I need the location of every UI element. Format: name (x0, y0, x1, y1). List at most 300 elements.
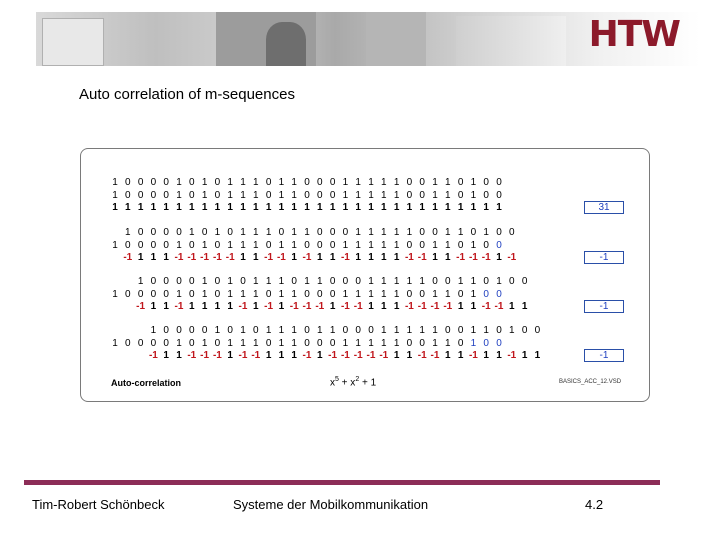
shifted-bit: 1 (368, 239, 374, 251)
prod-bit: -1 (238, 350, 248, 361)
prod-bit: 1 (419, 202, 425, 213)
prod-bit: 1 (445, 350, 451, 361)
prod-bit: 1 (521, 301, 528, 312)
shifted-bit: 1 (432, 337, 438, 349)
prod-bit: 1 (470, 301, 477, 312)
shifted-bit: 0 (304, 337, 310, 349)
shifted-bit: 0 (317, 189, 323, 201)
seq-bit: 1 (381, 227, 387, 238)
prod-bit: 1 (317, 350, 323, 361)
prod-bit: 1 (304, 202, 310, 213)
shifted-bit: 1 (240, 288, 246, 300)
prod-bit: -1 (174, 252, 184, 263)
seq-bit: 1 (470, 276, 477, 287)
shifted-bit: 1 (278, 189, 285, 201)
prod-bit: 1 (137, 202, 144, 213)
seq-bit: 0 (406, 177, 413, 188)
prod-bit: 1 (381, 252, 387, 263)
shifted-bit: 1 (368, 189, 374, 201)
shifted-bit: 0 (150, 189, 157, 201)
shifted-bit: 0 (457, 288, 464, 300)
banner-building-column (366, 12, 426, 66)
seq-bit: 0 (483, 276, 489, 287)
seq-bit: 1 (291, 177, 297, 188)
shifted-bit: 1 (342, 337, 349, 349)
shifted-bit: 0 (163, 189, 169, 201)
shifted-bit: 0 (189, 337, 195, 349)
prod-bit: 1 (432, 202, 438, 213)
seq-bit: 0 (342, 227, 349, 238)
prod-bit: 1 (329, 202, 336, 213)
seq-bit: 0 (278, 227, 285, 238)
seq-bit: 0 (355, 325, 361, 336)
prod-bit: -1 (507, 252, 517, 263)
seq-bit: 0 (201, 227, 208, 238)
prod-bit: 1 (406, 350, 413, 361)
prod-bit: 1 (534, 350, 541, 361)
prod-bit: 1 (445, 252, 451, 263)
seq-bit: 1 (470, 177, 477, 188)
seq-bit: 0 (214, 276, 221, 287)
shifted-bit: 1 (432, 239, 438, 251)
shifted-bit: 1 (432, 189, 438, 201)
prod-bit: -1 (328, 350, 338, 361)
shifted-bit: 0 (329, 189, 336, 201)
shifted-bit: 1 (381, 239, 387, 251)
seq-bit: 1 (381, 325, 387, 336)
shifted-bit: 1 (355, 239, 361, 251)
prod-bit: 1 (176, 202, 182, 213)
seq-bit: 1 (483, 227, 489, 238)
prod-bit: -1 (481, 301, 491, 312)
shifted-bit: 0 (137, 337, 144, 349)
seq-bit: 1 (278, 276, 285, 287)
shifted-bit: 0 (483, 239, 489, 251)
shifted-bit: 0 (406, 239, 413, 251)
shifted-bit: 1 (253, 288, 259, 300)
seq-bit: 1 (304, 276, 310, 287)
seq-bit: 1 (150, 325, 157, 336)
seq-bit: 0 (125, 177, 131, 188)
correlation-result-box: -1 (584, 349, 624, 362)
prod-bit: 1 (457, 350, 464, 361)
seq-bit: 0 (317, 227, 323, 238)
seq-bit: 0 (201, 325, 208, 336)
prod-bit: 1 (163, 252, 169, 263)
seq-bit: 0 (445, 325, 451, 336)
seq-bit: 0 (189, 325, 195, 336)
prod-bit: -1 (481, 252, 491, 263)
seq-bit: 1 (457, 227, 464, 238)
shifted-bit: 1 (176, 189, 182, 201)
seq-bit: 0 (329, 227, 336, 238)
prod-bit: -1 (276, 252, 286, 263)
prod-bit: 1 (150, 252, 157, 263)
seq-bit: 0 (163, 177, 169, 188)
seq-bit: 0 (176, 227, 182, 238)
seq-bit: 1 (483, 325, 489, 336)
prod-bit: -1 (302, 350, 312, 361)
shifted-bit: 0 (137, 189, 144, 201)
seq-bit: 0 (521, 276, 528, 287)
shifted-bit: 0 (163, 337, 169, 349)
seq-bit: 1 (240, 227, 246, 238)
seq-bit: 1 (393, 325, 400, 336)
figure-source-file: BASICS_ACC_12.VSD (559, 379, 622, 385)
shifted-bit: 1 (355, 288, 361, 300)
prod-bit: -1 (456, 252, 466, 263)
prod-bit: 1 (201, 202, 208, 213)
shifted-bit: 0 (150, 239, 157, 251)
prod-bit: 1 (291, 350, 297, 361)
prod-bit: 1 (253, 252, 259, 263)
prod-bit: -1 (148, 350, 158, 361)
seq-bit: 0 (342, 276, 349, 287)
shifted-bit: 0 (265, 337, 272, 349)
prod-bit: -1 (353, 301, 363, 312)
shifted-bit: 1 (227, 239, 233, 251)
prod-bit: 1 (253, 301, 259, 312)
seq-bit: 1 (304, 227, 310, 238)
seq-bit: 0 (470, 227, 477, 238)
shifted-bit: 0 (214, 189, 221, 201)
shifted-bit: 1 (381, 189, 387, 201)
prod-bit: -1 (264, 252, 274, 263)
shifted-bit: 1 (201, 189, 208, 201)
slide-title: Auto correlation of m-sequences (79, 86, 295, 103)
poly-exp-5: 5 (335, 376, 339, 383)
shifted-bit: 1 (291, 337, 297, 349)
autocorrelation-figure (80, 148, 650, 402)
shifted-bit: 0 (304, 189, 310, 201)
seq-bit: 1 (189, 227, 195, 238)
seq-bit: 0 (150, 227, 157, 238)
seq-bit: 0 (150, 276, 157, 287)
banner-building-window (42, 18, 104, 66)
prod-bit: 1 (329, 301, 336, 312)
seq-bit: 1 (406, 325, 413, 336)
prod-bit: 1 (227, 202, 233, 213)
prod-bit: -1 (379, 350, 389, 361)
shifted-bit: 1 (393, 239, 400, 251)
prod-bit: -1 (417, 252, 427, 263)
shifted-bit: 0 (483, 337, 489, 349)
htw-logo: HTW (588, 14, 680, 55)
prod-bit: -1 (340, 301, 350, 312)
prod-bit: 1 (189, 301, 195, 312)
shifted-bit: 1 (253, 189, 259, 201)
prod-bit: -1 (468, 350, 478, 361)
shifted-bit: 0 (150, 337, 157, 349)
seq-bit: 1 (432, 325, 438, 336)
shifted-bit: 1 (291, 189, 297, 201)
seq-bit: 1 (368, 227, 374, 238)
prod-bit: 1 (355, 202, 361, 213)
prod-bit: 1 (521, 350, 528, 361)
prod-bit: 1 (483, 202, 489, 213)
seq-bit: 1 (291, 227, 297, 238)
shifted-bit: 0 (265, 239, 272, 251)
prod-bit: 1 (509, 301, 515, 312)
prod-bit: -1 (238, 301, 248, 312)
prod-bit: -1 (494, 301, 504, 312)
shifted-bit: 1 (227, 337, 233, 349)
correlation-result-box: 31 (584, 201, 624, 214)
shifted-bit: 1 (470, 337, 477, 349)
prod-bit: 1 (496, 350, 502, 361)
prod-bit: 1 (457, 202, 464, 213)
shifted-bit: 0 (406, 288, 413, 300)
footer-divider (24, 480, 660, 485)
seq-bit: 0 (355, 276, 361, 287)
shifted-bit: 0 (189, 189, 195, 201)
shifted-bit: 0 (125, 239, 131, 251)
prod-bit: 1 (291, 252, 297, 263)
prod-bit: 1 (355, 252, 361, 263)
shifted-bit: 1 (291, 239, 297, 251)
prod-bit: -1 (174, 301, 184, 312)
shifted-bit: 1 (278, 288, 285, 300)
seq-bit: 0 (445, 276, 451, 287)
prod-bit: 1 (201, 301, 208, 312)
poly-x: x (330, 377, 335, 389)
shifted-bit: 0 (406, 189, 413, 201)
seq-bit: 1 (445, 177, 451, 188)
prod-bit: 1 (163, 301, 169, 312)
correlation-result-box: -1 (584, 251, 624, 264)
shifted-bit: 0 (189, 288, 195, 300)
prod-bit: 1 (368, 252, 374, 263)
shifted-bit: 1 (368, 288, 374, 300)
seq-bit: 0 (240, 276, 246, 287)
seq-bit: 1 (381, 177, 387, 188)
shifted-bit: 1 (176, 239, 182, 251)
seq-bit: 1 (368, 276, 374, 287)
prod-bit: 1 (393, 202, 400, 213)
prod-bit: 1 (265, 202, 272, 213)
shifted-bit: 1 (112, 189, 118, 201)
seq-bit: 0 (163, 325, 169, 336)
prod-bit: 1 (342, 202, 349, 213)
seq-bit: 1 (393, 177, 400, 188)
prod-bit: 1 (483, 350, 489, 361)
prod-bit: -1 (136, 301, 146, 312)
prod-bit: 1 (278, 350, 285, 361)
seq-bit: 0 (163, 276, 169, 287)
seq-bit: 1 (253, 227, 259, 238)
prod-bit: 1 (163, 202, 169, 213)
shifted-bit: 0 (150, 288, 157, 300)
prod-bit: -1 (212, 252, 222, 263)
footer-course: Systeme der Mobilkommunikation (233, 497, 429, 512)
seq-bit: 1 (419, 276, 425, 287)
seq-bit: 1 (419, 325, 425, 336)
shifted-bit: 0 (483, 288, 489, 300)
prod-bit: 1 (432, 252, 438, 263)
generator-polynomial (330, 376, 376, 388)
prod-bit: 1 (176, 350, 182, 361)
seq-bit: 0 (163, 227, 169, 238)
shifted-bit: 0 (137, 288, 144, 300)
shifted-bit: 1 (240, 337, 246, 349)
seq-bit: 1 (227, 276, 233, 287)
shifted-bit: 0 (125, 189, 131, 201)
seq-bit: 1 (496, 276, 502, 287)
prod-bit: 1 (278, 301, 285, 312)
seq-bit: 1 (457, 276, 464, 287)
prod-bit: -1 (340, 252, 350, 263)
shifted-bit: 1 (342, 189, 349, 201)
seq-bit: 1 (355, 177, 361, 188)
prod-bit: -1 (302, 301, 312, 312)
shifted-bit: 0 (189, 239, 195, 251)
shifted-bit: 1 (445, 239, 451, 251)
shifted-bit: 1 (355, 189, 361, 201)
prod-bit: 1 (189, 202, 195, 213)
shifted-bit: 0 (137, 239, 144, 251)
seq-bit: 0 (137, 227, 144, 238)
seq-bit: 1 (240, 325, 246, 336)
shifted-bit: 0 (304, 239, 310, 251)
poly-plus-x: + x (338, 377, 356, 389)
prod-bit: 1 (381, 202, 387, 213)
seq-bit: 0 (189, 276, 195, 287)
seq-bit: 0 (304, 177, 310, 188)
shifted-bit: 0 (496, 189, 502, 201)
seq-bit: 1 (227, 177, 233, 188)
shifted-bit: 1 (291, 288, 297, 300)
seq-bit: 0 (189, 177, 195, 188)
seq-bit: 1 (125, 227, 131, 238)
prod-bit: 1 (393, 350, 400, 361)
poly-exp-2: 2 (355, 376, 360, 383)
shifted-bit: 1 (381, 288, 387, 300)
seq-bit: 0 (496, 227, 502, 238)
shifted-bit: 0 (496, 239, 502, 251)
seq-bit: 1 (240, 177, 246, 188)
prod-bit: -1 (200, 350, 210, 361)
seq-bit: 1 (214, 227, 221, 238)
figure-caption-label: Auto-correlation (111, 378, 182, 388)
seq-bit: 1 (432, 177, 438, 188)
seq-bit: 0 (457, 325, 464, 336)
prod-bit: 1 (214, 202, 221, 213)
shifted-bit: 0 (265, 288, 272, 300)
shifted-bit: 1 (381, 337, 387, 349)
seq-bit: 1 (291, 325, 297, 336)
shifted-bit: 1 (112, 337, 118, 349)
seq-bit: 0 (534, 325, 541, 336)
seq-bit: 0 (304, 325, 310, 336)
prod-bit: -1 (225, 252, 235, 263)
seq-bit: 0 (176, 276, 182, 287)
correlation-result-box: -1 (584, 300, 624, 313)
seq-bit: 0 (227, 227, 233, 238)
prod-bit: 1 (227, 350, 233, 361)
shifted-bit: 0 (163, 288, 169, 300)
shifted-bit: 0 (265, 189, 272, 201)
seq-bit: 0 (214, 177, 221, 188)
shifted-bit: 0 (317, 337, 323, 349)
seq-bit: 0 (227, 325, 233, 336)
shifted-bit: 0 (496, 337, 502, 349)
seq-bit: 0 (150, 177, 157, 188)
shifted-bit: 1 (227, 189, 233, 201)
shifted-bit: 1 (432, 288, 438, 300)
seq-bit: 0 (419, 177, 425, 188)
seq-bit: 1 (265, 276, 272, 287)
prod-bit: -1 (340, 350, 350, 361)
prod-bit: 1 (137, 252, 144, 263)
prod-bit: 1 (496, 252, 502, 263)
prod-bit: -1 (404, 252, 414, 263)
prod-bit: -1 (212, 350, 222, 361)
prod-bit: 1 (265, 350, 272, 361)
prod-bit: 1 (457, 301, 464, 312)
prod-bit: 1 (470, 202, 477, 213)
seq-bit: 0 (483, 177, 489, 188)
seq-bit: 0 (317, 177, 323, 188)
shifted-bit: 1 (253, 239, 259, 251)
seq-bit: 1 (329, 325, 336, 336)
shifted-bit: 1 (176, 337, 182, 349)
prod-bit: 1 (393, 252, 400, 263)
prod-bit: 1 (445, 202, 451, 213)
shifted-bit: 0 (329, 288, 336, 300)
shifted-bit: 0 (457, 239, 464, 251)
shifted-bit: 0 (317, 288, 323, 300)
prod-bit: 1 (150, 301, 157, 312)
prod-bit: -1 (417, 301, 427, 312)
prod-bit: 1 (406, 202, 413, 213)
seq-bit: 0 (253, 325, 259, 336)
shifted-bit: 0 (419, 337, 425, 349)
prod-bit: 1 (393, 301, 400, 312)
seq-bit: 1 (278, 325, 285, 336)
prod-bit: 1 (163, 350, 169, 361)
prod-bit: 1 (240, 202, 246, 213)
footer-author: Tim-Robert Schönbeck (32, 497, 165, 512)
shifted-bit: 1 (445, 337, 451, 349)
seq-bit: 0 (432, 276, 438, 287)
shifted-bit: 1 (201, 239, 208, 251)
seq-bit: 1 (470, 325, 477, 336)
seq-bit: 1 (112, 177, 118, 188)
shifted-bit: 1 (201, 337, 208, 349)
prod-bit: -1 (404, 301, 414, 312)
shifted-bit: 0 (483, 189, 489, 201)
prod-bit: 1 (227, 301, 233, 312)
prod-bit: -1 (468, 252, 478, 263)
seq-bit: 1 (317, 276, 323, 287)
prod-bit: 1 (214, 301, 221, 312)
shifted-bit: 1 (240, 189, 246, 201)
shifted-bit: 0 (214, 288, 221, 300)
prod-bit: -1 (187, 252, 197, 263)
shifted-bit: 1 (445, 189, 451, 201)
shifted-bit: 1 (470, 288, 477, 300)
prod-bit: -1 (187, 350, 197, 361)
shifted-bit: 1 (393, 288, 400, 300)
shifted-bit: 0 (125, 288, 131, 300)
seq-bit: 1 (509, 325, 515, 336)
prod-bit: 1 (317, 252, 323, 263)
shifted-bit: 1 (112, 239, 118, 251)
prod-bit: 1 (125, 202, 131, 213)
prod-bit: 1 (329, 252, 336, 263)
seq-bit: 0 (509, 276, 515, 287)
seq-bit: 1 (445, 227, 451, 238)
